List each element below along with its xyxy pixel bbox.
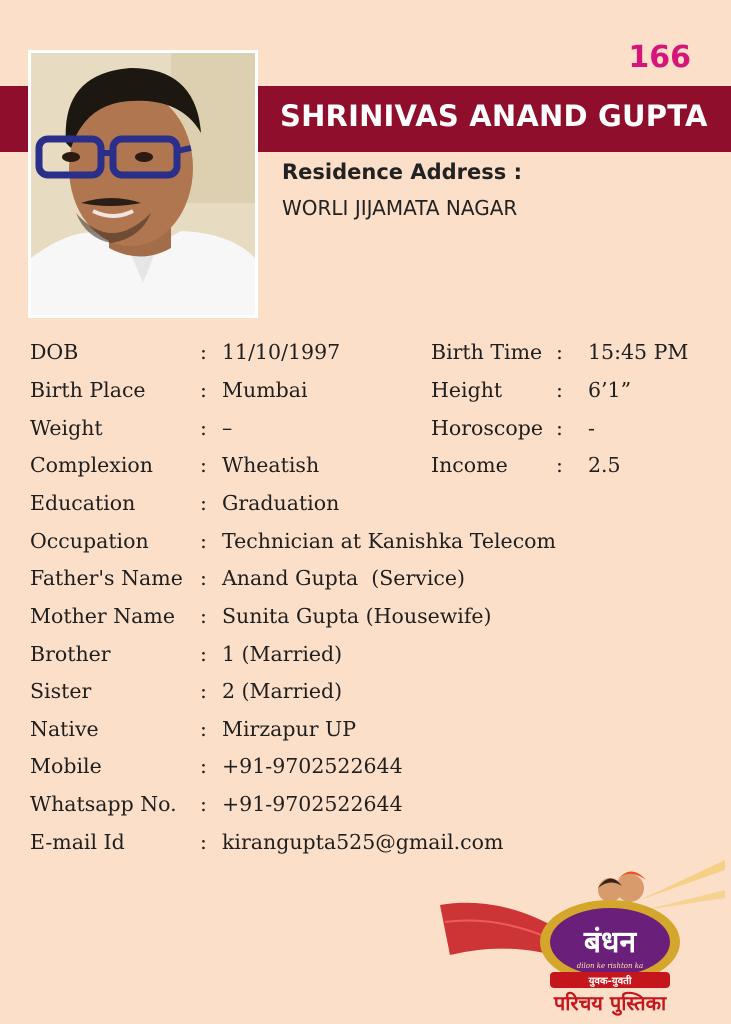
separator: : bbox=[556, 416, 563, 440]
bandhan-logo bbox=[440, 860, 725, 1018]
row-mother bbox=[0, 604, 731, 634]
address-value: WORLI JIJAMATA NAGAR bbox=[282, 196, 518, 220]
separator: : bbox=[200, 754, 207, 778]
separator: : bbox=[200, 717, 207, 741]
father-label: Father's Name bbox=[30, 566, 183, 590]
row-brother bbox=[0, 642, 731, 672]
email-value: kirangupta525@gmail.com bbox=[222, 830, 504, 854]
dob-label: DOB bbox=[30, 340, 79, 364]
horoscope-value: - bbox=[588, 416, 595, 440]
native-value: Mirzapur UP bbox=[222, 717, 357, 741]
logo-subtitle-top: युवक-युवती bbox=[588, 976, 632, 987]
row-education bbox=[0, 491, 731, 521]
separator: : bbox=[200, 679, 207, 703]
separator: : bbox=[200, 642, 207, 666]
row-dob bbox=[0, 340, 731, 370]
birth-time-label: Birth Time bbox=[431, 340, 543, 364]
separator: : bbox=[200, 604, 207, 628]
native-label: Native bbox=[30, 717, 99, 741]
profile-number: 166 bbox=[628, 40, 691, 75]
logo-title: बंधन bbox=[583, 925, 637, 960]
education-label: Education bbox=[30, 491, 136, 515]
height-value: 6’1” bbox=[588, 378, 632, 402]
separator: : bbox=[200, 792, 207, 816]
separator: : bbox=[200, 453, 207, 477]
candidate-name: SHRINIVAS ANAND GUPTA bbox=[280, 99, 708, 133]
separator: : bbox=[200, 491, 207, 515]
weight-label: Weight bbox=[30, 416, 103, 440]
birth-place-value: Mumbai bbox=[222, 378, 308, 402]
income-label: Income bbox=[431, 453, 508, 477]
candidate-photo bbox=[28, 50, 258, 318]
row-sister bbox=[0, 679, 731, 709]
logo-subtitle-bottom: परिचय पुस्तिका bbox=[553, 991, 667, 1015]
row-birth-place bbox=[0, 378, 731, 408]
occupation-label: Occupation bbox=[30, 529, 149, 553]
address-label: Residence Address : bbox=[282, 160, 522, 184]
mobile-label: Mobile bbox=[30, 754, 102, 778]
row-complexion bbox=[0, 453, 731, 483]
education-value: Graduation bbox=[222, 491, 340, 515]
separator: : bbox=[200, 566, 207, 590]
sister-value: 2 (Married) bbox=[222, 679, 343, 703]
horoscope-label: Horoscope bbox=[431, 416, 543, 440]
whatsapp-label: Whatsapp No. bbox=[30, 792, 177, 816]
email-label: E-mail Id bbox=[30, 830, 125, 854]
separator: : bbox=[200, 529, 207, 553]
row-email bbox=[0, 830, 731, 860]
separator: : bbox=[200, 378, 207, 402]
height-label: Height bbox=[431, 378, 503, 402]
whatsapp-value: +91-9702522644 bbox=[222, 792, 403, 816]
row-whatsapp bbox=[0, 792, 731, 822]
logo-tagline: dilon ke rishton ka bbox=[576, 962, 644, 970]
separator: : bbox=[556, 340, 563, 364]
brother-value: 1 (Married) bbox=[222, 642, 343, 666]
occupation-value: Technician at Kanishka Telecom bbox=[222, 529, 556, 553]
complexion-label: Complexion bbox=[30, 453, 153, 477]
dob-value: 11/10/1997 bbox=[222, 340, 341, 364]
weight-value: – bbox=[222, 416, 233, 440]
birth-place-label: Birth Place bbox=[30, 378, 146, 402]
separator: : bbox=[200, 340, 207, 364]
father-value: Anand Gupta (Service) bbox=[222, 566, 465, 590]
mother-label: Mother Name bbox=[30, 604, 175, 628]
row-native bbox=[0, 717, 731, 747]
separator: : bbox=[200, 830, 207, 854]
row-weight bbox=[0, 416, 731, 446]
separator: : bbox=[556, 378, 563, 402]
brother-label: Brother bbox=[30, 642, 111, 666]
row-mobile bbox=[0, 754, 731, 784]
separator: : bbox=[200, 416, 207, 440]
separator: : bbox=[556, 453, 563, 477]
mobile-value: +91-9702522644 bbox=[222, 754, 403, 778]
complexion-value: Wheatish bbox=[222, 453, 320, 477]
mother-value: Sunita Gupta (Housewife) bbox=[222, 604, 492, 628]
row-father bbox=[0, 566, 731, 596]
sister-label: Sister bbox=[30, 679, 92, 703]
row-occupation bbox=[0, 529, 731, 559]
birth-time-value: 15:45 PM bbox=[588, 340, 689, 364]
income-value: 2.5 bbox=[588, 453, 621, 477]
